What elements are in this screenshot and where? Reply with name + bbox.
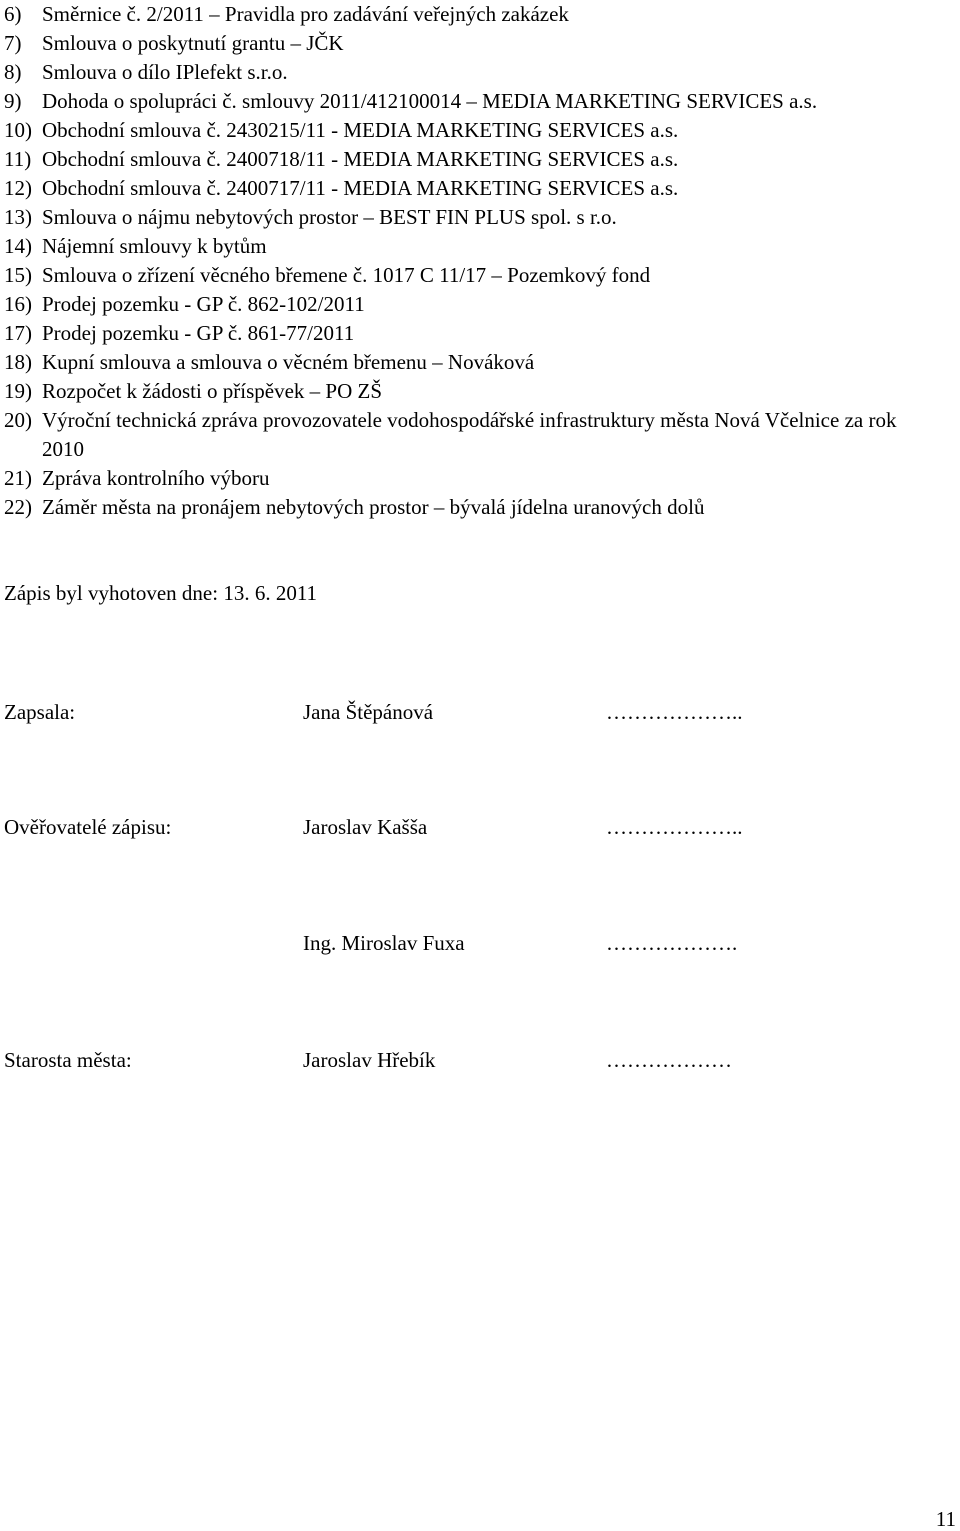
agenda-item bbox=[4, 116, 954, 145]
agenda-item bbox=[4, 29, 954, 58]
agenda-item-text: Kupní smlouva a smlouva o věcném břemenu – Nováková bbox=[42, 350, 535, 374]
agenda-item-number: 8) bbox=[4, 60, 22, 84]
agenda-item-number: 15) bbox=[4, 263, 32, 287]
agenda-item-text: Prodej pozemku - GP č. 862-102/2011 bbox=[42, 292, 365, 316]
agenda-item-number: 21) bbox=[4, 466, 32, 490]
agenda-item bbox=[4, 203, 954, 232]
signature-name: Ing. Miroslav Fuxa bbox=[303, 931, 465, 955]
agenda-item bbox=[4, 145, 954, 174]
agenda-item bbox=[4, 319, 954, 348]
agenda-item-text: Směrnice č. 2/2011 – Pravidla pro zadávání veřejných zakázek bbox=[42, 2, 569, 26]
signature-line: ……………… bbox=[606, 1048, 732, 1072]
agenda-item-text: Zpráva kontrolního výboru bbox=[42, 466, 270, 490]
agenda-item-text: Výroční technická zpráva provozovatele vodohospodářské infrastruktury města Nová Včelnice za rok 2010 bbox=[42, 408, 897, 461]
agenda-item-text: Obchodní smlouva č. 2430215/11 - MEDIA MARKETING SERVICES a.s. bbox=[42, 118, 679, 142]
agenda-item-text: Smlouva o dílo IPlefekt s.r.o. bbox=[42, 60, 288, 84]
signature-row-recorder bbox=[4, 697, 944, 727]
agenda-item bbox=[4, 87, 954, 116]
agenda-item bbox=[4, 58, 954, 87]
minutes-date-value: 13. 6. 2011 bbox=[223, 581, 318, 605]
signature-label: Zapsala: bbox=[4, 700, 76, 724]
agenda-item-number: 12) bbox=[4, 176, 32, 200]
agenda-item-number: 10) bbox=[4, 118, 32, 142]
agenda-item-number: 14) bbox=[4, 234, 32, 258]
agenda-item-text: Smlouva o zřízení věcného břemene č. 1017 C 11/17 – Pozemkový fond bbox=[42, 263, 651, 287]
agenda-item-text: Smlouva o poskytnutí grantu – JČK bbox=[42, 31, 344, 55]
signature-line: ……………….. bbox=[606, 815, 743, 839]
agenda-item-text: Záměr města na pronájem nebytových prostor – bývalá jídelna uranových dolů bbox=[42, 495, 705, 519]
page-number: 11 bbox=[935, 1507, 956, 1531]
agenda-item bbox=[4, 377, 954, 406]
signature-line: ………………. bbox=[606, 931, 738, 955]
agenda-item bbox=[4, 464, 954, 493]
signature-line: ……………….. bbox=[606, 700, 743, 724]
agenda-item-number: 13) bbox=[4, 205, 32, 229]
agenda-item-number: 22) bbox=[4, 495, 32, 519]
agenda-item-number: 9) bbox=[4, 89, 22, 113]
agenda-item-number: 16) bbox=[4, 292, 32, 316]
agenda-item-text: Obchodní smlouva č. 2400717/11 - MEDIA MARKETING SERVICES a.s. bbox=[42, 176, 679, 200]
signature-name: Jaroslav Kašša bbox=[303, 815, 428, 839]
agenda-item bbox=[4, 0, 954, 29]
signature-row-verifier-2 bbox=[4, 928, 944, 958]
signature-name: Jana Štěpánová bbox=[303, 700, 434, 724]
agenda-item bbox=[4, 493, 954, 522]
agenda-item-number: 19) bbox=[4, 379, 32, 403]
agenda-item-number: 11) bbox=[4, 147, 32, 171]
agenda-item-text: Rozpočet k žádosti o příspěvek – PO ZŠ bbox=[42, 379, 383, 403]
agenda-item-text: Obchodní smlouva č. 2400718/11 - MEDIA MARKETING SERVICES a.s. bbox=[42, 147, 679, 171]
agenda-item bbox=[4, 174, 954, 203]
agenda-item-text: Prodej pozemku - GP č. 861-77/2011 bbox=[42, 321, 355, 345]
signature-row-verifier-1 bbox=[4, 812, 944, 842]
agenda-item-number: 18) bbox=[4, 350, 32, 374]
signature-label: Starosta města: bbox=[4, 1048, 132, 1072]
agenda-item bbox=[4, 290, 954, 319]
agenda-item bbox=[4, 406, 954, 464]
agenda-item-number: 7) bbox=[4, 31, 22, 55]
signature-name: Jaroslav Hřebík bbox=[303, 1048, 436, 1072]
agenda-item-number: 6) bbox=[4, 2, 22, 26]
agenda-list bbox=[4, 0, 954, 522]
agenda-item bbox=[4, 232, 954, 261]
signature-label: Ověřovatelé zápisu: bbox=[4, 815, 172, 839]
agenda-item bbox=[4, 348, 954, 377]
agenda-item-number: 20) bbox=[4, 408, 32, 432]
minutes-date-label: Zápis byl vyhotoven dne: bbox=[4, 581, 219, 605]
agenda-item-text: Smlouva o nájmu nebytových prostor – BEST FIN PLUS spol. s r.o. bbox=[42, 205, 617, 229]
signature-row-mayor bbox=[4, 1045, 944, 1075]
agenda-item-text: Dohoda o spolupráci č. smlouvy 2011/412100014 – MEDIA MARKETING SERVICES a.s. bbox=[42, 89, 818, 113]
agenda-item bbox=[4, 261, 954, 290]
agenda-item-text: Nájemní smlouvy k bytům bbox=[42, 234, 267, 258]
minutes-date-line bbox=[4, 579, 317, 608]
agenda-item-number: 17) bbox=[4, 321, 32, 345]
